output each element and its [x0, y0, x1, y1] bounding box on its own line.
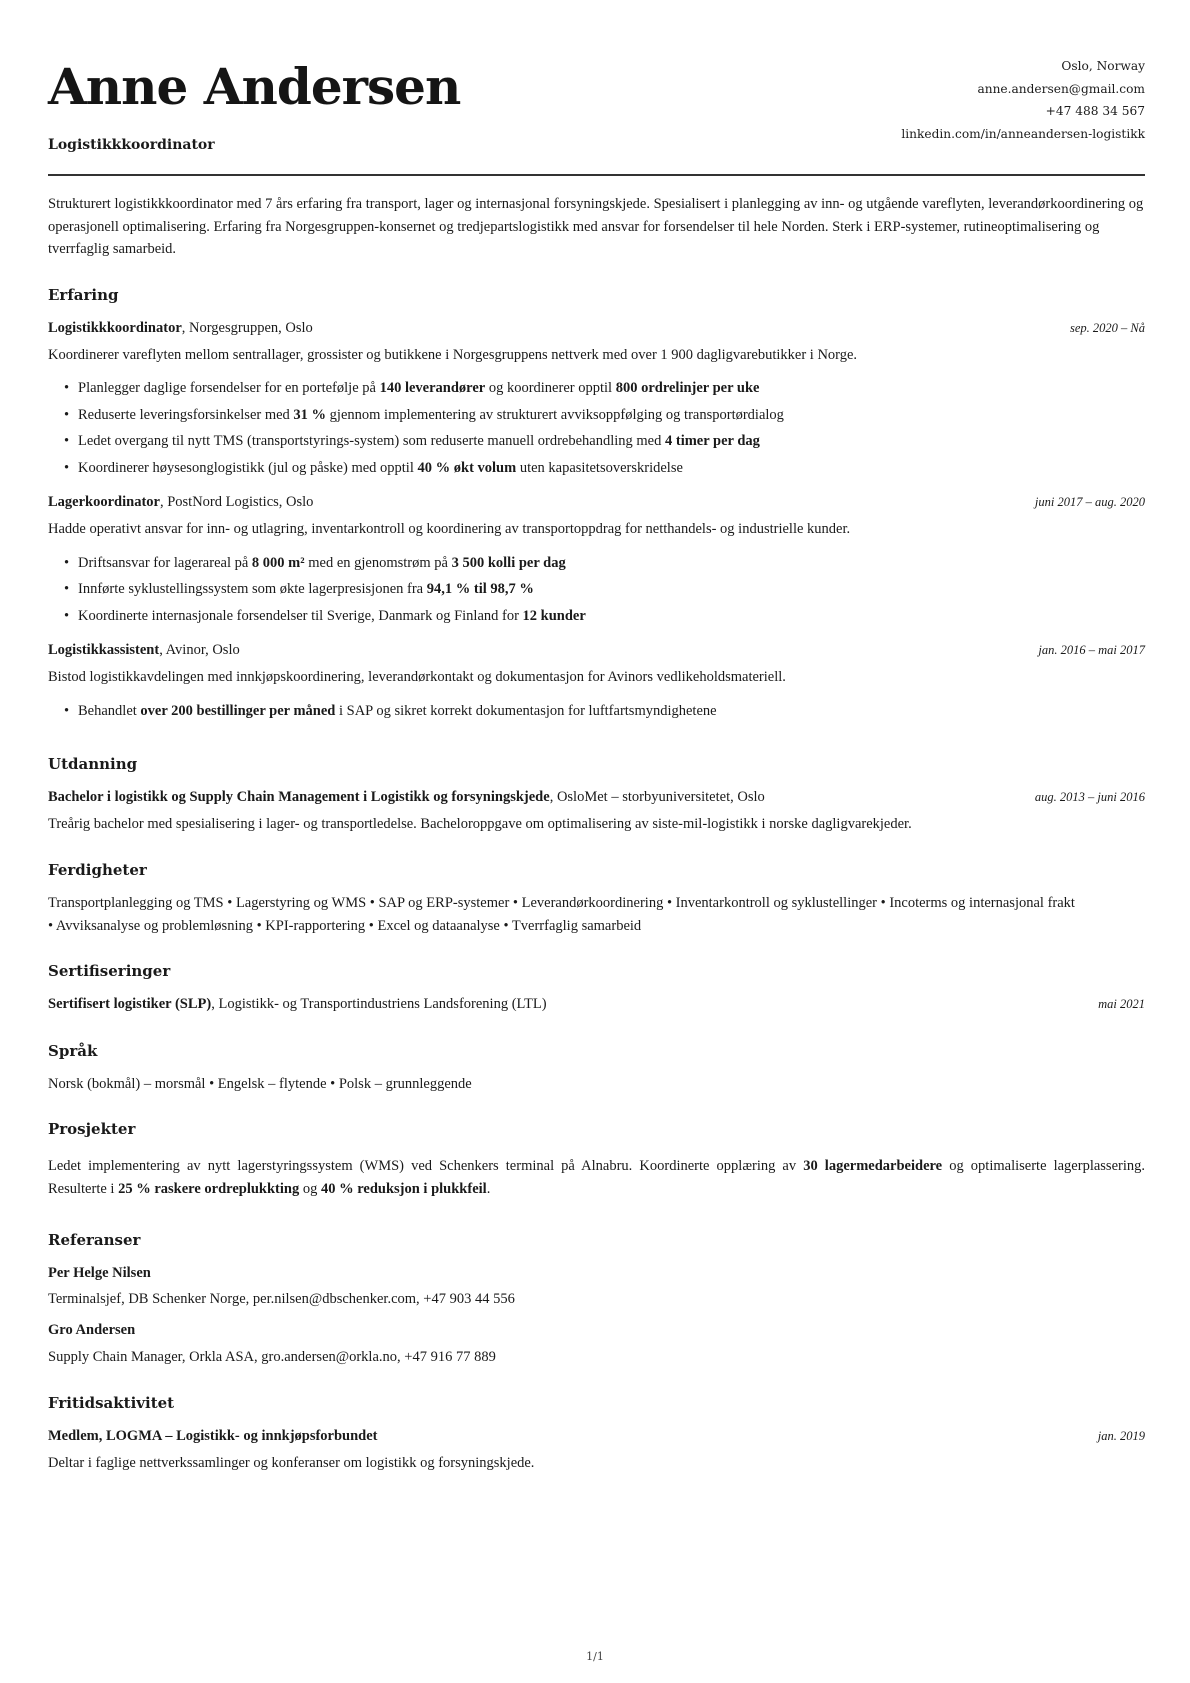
languages-list: Norsk (bokmål) – morsmål • Engelsk – flytende • Polsk – grunnleggende: [48, 1075, 472, 1092]
section-heading-skills: Ferdigheter: [48, 861, 147, 880]
bullet-item: • Reduserte leveringsforsinkelser med 31 % gjennom implementering av strukturert avviksoppfølging og transportørdialog: [64, 402, 1145, 429]
contact-linkedin[interactable]: linkedin.com/in/anneandersen-logistikk: [901, 126, 1145, 141]
leisure-entry: [48, 1425, 1145, 1475]
reference-detail: Supply Chain Manager, Orkla ASA, gro.andersen@orkla.no, +47 916 77 889: [48, 1348, 496, 1365]
degree: Bachelor i logistikk og Supply Chain Management i Logistikk og forsyningskjede: [48, 789, 550, 806]
education-description: Treårig bachelor med spesialisering i lager- og transportledelse. Bacheloroppgave om optimalisering av siste-mil-logistikk i norske dagligvarekjeder.: [48, 816, 912, 833]
job-bullets: [64, 375, 1145, 481]
bullet-item: • Ledet overgang til nytt TMS (transportstyrings-system) som reduserte manuell ordrebehandling med 4 timer per dag: [64, 428, 1145, 455]
section-heading-leisure: Fritidsaktivitet: [48, 1393, 175, 1412]
page-number: 1/1: [586, 1650, 604, 1663]
job-org: , Avinor, Oslo: [159, 642, 240, 659]
job-role: Logistikkkoordinator: [48, 319, 182, 336]
contact-phone: +47 488 34 567: [1045, 104, 1145, 118]
bullet-item: • Koordinerer høysesonglogistikk (jul og påske) med opptil 40 % økt volum uten kapasitetsoverskridelse: [64, 455, 1145, 482]
education-entry: [48, 786, 1145, 836]
summary: Strukturert logistikkkoordinator med 7 års erfaring fra transport, lager og internasjonal forsyningskjede. Spesialisert i planlegging av inn- og utgående vareflyten, leverandørkoordinering og operasjonell optimalisering. Erfaring fra Norgesgruppen-konsernet og tredjepartslogistikk med ansvar for forsendelser til hele Norden. Sterk i ERP-systemer, rutineoptimalisering og tverrfaglig samarbeid.: [48, 196, 1144, 258]
job-date: juni 2017 – aug. 2020: [1034, 495, 1145, 510]
section-heading-languages: Språk: [48, 1041, 98, 1060]
certification-org: , Logistikk- og Transportindustriens Landsforening (LTL): [211, 996, 547, 1013]
contact-location: Oslo, Norway: [1061, 59, 1145, 73]
certification-entry: [48, 993, 1145, 1016]
job-description: Koordinerer vareflyten mellom sentrallager, grossister og butikkene i Norgesgruppens nettverk med over 1 900 dagligvarebutikker i Norge.: [48, 347, 858, 364]
experience-entry: [48, 491, 1145, 629]
job-bullets: [64, 550, 1145, 630]
job-description: Hadde operativt ansvar for inn- og utlagring, inventarkontroll og koordinering av transportoppdrag for netthandels- og industrielle kunder.: [48, 521, 851, 538]
candidate-name: Anne Andersen: [48, 57, 461, 116]
certification-name: Sertifisert logistiker (SLP): [48, 996, 212, 1013]
resume-header: [48, 50, 1145, 176]
job-org: , PostNord Logistics, Oslo: [159, 494, 314, 511]
leisure-description: Deltar i faglige nettverkssamlinger og konferanser om logistikk og forsyningskjede.: [48, 1455, 535, 1472]
job-date: jan. 2016 – mai 2017: [1038, 643, 1145, 658]
certification-date: mai 2021: [1098, 997, 1145, 1012]
education-date: aug. 2013 – juni 2016: [1034, 790, 1145, 805]
leisure-date: jan. 2019: [1097, 1428, 1145, 1443]
experience-entry: [48, 317, 1145, 481]
section-heading-references: Referanser: [48, 1231, 141, 1250]
job-description: Bistod logistikkavdelingen med innkjøpskoordinering, leverandørkontakt og dokumentasjon for Avinors vedlikeholdsmateriell.: [48, 669, 786, 686]
reference-entry: [48, 1262, 1145, 1311]
contact-email[interactable]: anne.andersen@gmail.com: [977, 81, 1145, 96]
skills-list: Transportplanlegging og TMS • Lagerstyring og WMS • SAP og ERP-systemer • Leverandørkoordinering • Inventarkontroll og syklustellinger • Incoterms og internasjonal frakt • Avviksanalyse og problemløsning • KPI-rapportering • Excel og dataanalyse • Tverrfaglig samarbeid: [48, 895, 1075, 934]
header-left: [48, 50, 460, 156]
resume-page: [48, 50, 1145, 1485]
candidate-title: Logistikkkoordinator: [48, 137, 215, 153]
experience-entry: [48, 639, 1145, 724]
bullet-item: • Driftsansvar for lagerareal på 8 000 m² med en gjenomstrøm på 3 500 kolli per dag: [64, 550, 1145, 577]
bullet-item: • Planlegger daglige forsendelser for en portefølje på 140 leverandører og koordinerer opptil 800 ordrelinjer per uke: [64, 375, 1145, 402]
job-role: Lagerkoordinator: [48, 494, 160, 511]
contact-block: [901, 55, 1145, 145]
bullet-item: • Innførte syklustellingssystem som økte lagerpresisjonen fra 94,1 % til 98,7 %: [64, 576, 1145, 603]
section-heading-certifications: Sertifiseringer: [48, 962, 171, 981]
bullet-item: • Koordinerte internasjonale forsendelser til Sverige, Danmark og Finland for 12 kunder: [64, 603, 1145, 630]
reference-name: Gro Andersen: [48, 1322, 136, 1339]
job-org: , Norgesgruppen, Oslo: [181, 319, 313, 336]
section-heading-education: Utdanning: [48, 755, 138, 774]
reference-entry: [48, 1319, 1145, 1368]
school: , OsloMet – storbyuniversitetet, Oslo: [549, 789, 765, 806]
bullet-item: • Behandlet over 200 bestillinger per måned i SAP og sikret korrekt dokumentasjon for luftfartsmyndighetene: [64, 698, 1145, 725]
leisure-title: Medlem, LOGMA – Logistikk- og innkjøpsforbundet: [48, 1427, 378, 1444]
reference-name: Per Helge Nilsen: [48, 1265, 151, 1282]
job-date: sep. 2020 – Nå: [1070, 320, 1145, 335]
job-bullets: [64, 698, 1145, 725]
section-heading-projects: Prosjekter: [48, 1120, 136, 1139]
job-role: Logistikkassistent: [48, 642, 160, 659]
reference-detail: Terminalsjef, DB Schenker Norge, per.nilsen@dbschenker.com, +47 903 44 556: [48, 1291, 515, 1308]
section-heading-experience: Erfaring: [48, 285, 119, 304]
project-description: Ledet implementering av nytt lagerstyringssystem (WMS) ved Schenkers terminal på Alnabru. Koordinerte opplæring av 30 lagermedarbeidere og optimaliserte lagerplassering. Resulterte i 25 % raskere ordreplukkting og 40 % reduksjon i plukkfeil.: [48, 1158, 1145, 1197]
